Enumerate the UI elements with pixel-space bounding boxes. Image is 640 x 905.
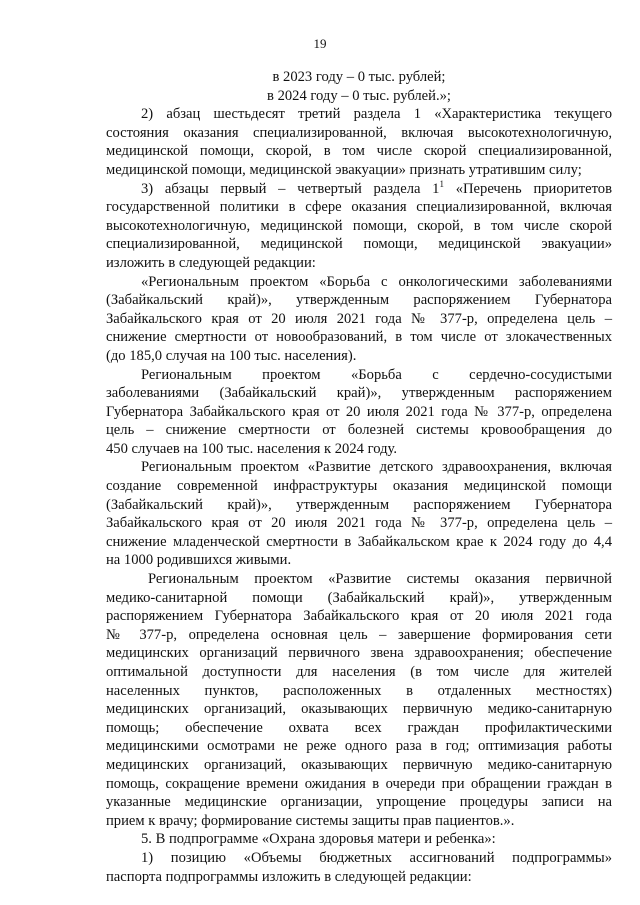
text-line (106, 682, 612, 701)
text-line (106, 719, 612, 738)
text-line-content: паспорта подпрограммы изложить в следующей редакции: (106, 868, 472, 885)
text-line (106, 700, 612, 719)
text-line-content: состояния оказания специализированной, включая высокотехнологичную, (106, 124, 612, 141)
text-line (106, 775, 612, 794)
text-line (106, 235, 612, 254)
document-body (106, 68, 612, 886)
text-line (106, 458, 612, 477)
page-number: 19 (313, 36, 327, 51)
text-line-content: снижение смертности от новообразований, в том числе от злокачественных (106, 329, 612, 346)
text-line-continuation: «Перечень приоритетов (443, 180, 612, 197)
text-line-content: цель – снижение смертности от болезней системы кровообращения до (106, 422, 612, 439)
text-line-content: медицинских организаций, оказывающих первичную медико-санитарную (106, 756, 612, 773)
text-line (106, 366, 612, 385)
text-line (106, 310, 612, 329)
text-line (106, 180, 612, 199)
text-line-content: высокотехнологичную, медицинской помощи, скорой, в том числе скорой (106, 217, 612, 234)
text-line (106, 830, 612, 849)
text-line-content: населенных пунктов, расположенных в отдаленных местностях) (106, 682, 612, 699)
text-line-content: медицинских организаций первичного звена здравоохранения; обеспечение (106, 645, 612, 662)
text-line (106, 756, 612, 775)
text-line (106, 384, 612, 403)
text-line (106, 291, 612, 310)
text-line (106, 868, 612, 887)
text-line-content: медицинской помощи, медицинской эвакуации» признать утратившим силу; (106, 161, 582, 178)
text-line (106, 793, 612, 812)
text-line (106, 496, 612, 515)
text-line-content: прием к врачу; формирование системы защиты прав пациентов.». (106, 812, 515, 829)
text-line (106, 737, 612, 756)
text-line-content: медицинскими осмотрами не реже одного раза в год; оптимизация работы (106, 738, 612, 755)
text-line-content: Губернатора Забайкальского края от 20 июля 2021 года № 377-р, определена (106, 403, 612, 420)
text-line-content: Забайкальского края от 20 июля 2021 года № 377-р, определена цель – (106, 310, 612, 327)
text-line-content: медицинской помощи, скорой, в том числе скорой специализированной, (106, 143, 612, 160)
text-line (106, 142, 612, 161)
text-line-content: в 2023 году – 0 тыс. рублей; (272, 69, 446, 85)
text-line-content: помощь; обеспечение охвата всех граждан профилактическими (106, 719, 612, 736)
text-line-content: «Региональным проектом «Борьба с онкологическими заболеваниями (141, 273, 612, 290)
text-line (106, 198, 612, 217)
text-line (106, 644, 612, 663)
text-line (106, 440, 612, 459)
text-line-content: медицинских организаций, оказывающих первичную медико-санитарную (106, 701, 612, 718)
text-line-content: 3) абзацы первый – четвертый раздела 1 (141, 180, 440, 197)
text-line (106, 533, 612, 552)
text-line-content: заболеваниями (Забайкальский край)», утвержденным распоряжением (106, 385, 612, 402)
text-line-content: распоряжением Губернатора Забайкальского края от 20 июля 2021 года (106, 608, 612, 625)
text-line-content: специализированной, медицинской помощи, медицинской эвакуации» (106, 236, 612, 253)
text-line-content: (Забайкальский край)», утвержденным распоряжением Губернатора (106, 292, 612, 309)
text-line-content: (до 185,0 случая на 100 тыс. населения). (106, 347, 357, 364)
text-line (106, 254, 612, 273)
text-line-content: Региональным проектом «Развитие детского здравоохранения, включая (141, 459, 612, 476)
text-line-content: помощь, сокращение времени ожидания в очереди при обращении граждан в (106, 775, 612, 792)
text-line-content: оптимальной доступности для населения (в том числе для жителей (106, 664, 612, 680)
text-line-content: на 1000 родившихся живыми. (106, 552, 292, 569)
text-line-content: 5. В подпрограмме «Охрана здоровья матери и ребенка»: (141, 831, 496, 848)
text-line-content: указанные медицинские организации, упрощение процедуры записи на (106, 794, 612, 811)
text-line (106, 607, 612, 626)
text-line-content: 450 случаев на 100 тыс. населения к 2024 году. (106, 440, 398, 457)
text-line (106, 551, 612, 570)
text-line-content: Региональным проектом «Развитие системы оказания первичной (148, 571, 612, 588)
text-line-content: изложить в следующей редакции: (106, 254, 316, 271)
text-line (106, 514, 612, 533)
text-line (106, 812, 612, 831)
text-line (106, 68, 612, 87)
text-line (106, 347, 612, 366)
text-line (106, 273, 612, 292)
text-line-content: № 377-р, определена основная цель – завершение формирования сети (106, 626, 612, 643)
text-line-content: Региональным проектом «Борьба с сердечно-сосудистыми (141, 366, 612, 383)
text-line (106, 570, 612, 589)
text-line (106, 328, 612, 347)
text-line-content: создание современной инфраструктуры оказания медицинской помощи (106, 478, 612, 495)
text-line (106, 849, 612, 868)
text-line (106, 421, 612, 440)
text-line-content: 2) абзац шестьдесят третий раздела 1 «Характеристика текущего (141, 106, 612, 123)
superscript: 1 (439, 178, 444, 189)
text-line (106, 161, 612, 180)
text-line-content: Забайкальского края от 20 июля 2021 года № 377-р, определена цель – (106, 515, 612, 532)
text-line (106, 105, 612, 124)
text-line-content: медико-санитарной помощи (Забайкальский край)», утвержденным (106, 589, 612, 606)
text-line (106, 217, 612, 236)
text-line (106, 589, 612, 608)
text-line-content: 1) позицию «Объемы бюджетных ассигнований подпрограммы» (141, 849, 612, 866)
text-line (106, 626, 612, 645)
text-line-content: в 2024 году – 0 тыс. рублей.»; (267, 87, 451, 104)
text-line (106, 124, 612, 143)
text-line (106, 403, 612, 422)
text-line (106, 663, 612, 682)
text-line-content: снижение младенческой смертности в Забайкальском крае к 2024 году до 4,4 (106, 533, 612, 550)
text-line-content: государственной политики в сфере оказания специализированной, включая (106, 199, 612, 216)
text-line (106, 87, 612, 106)
text-line (106, 477, 612, 496)
text-line-content: (Забайкальский край)», утвержденным распоряжением Губернатора (106, 496, 612, 513)
